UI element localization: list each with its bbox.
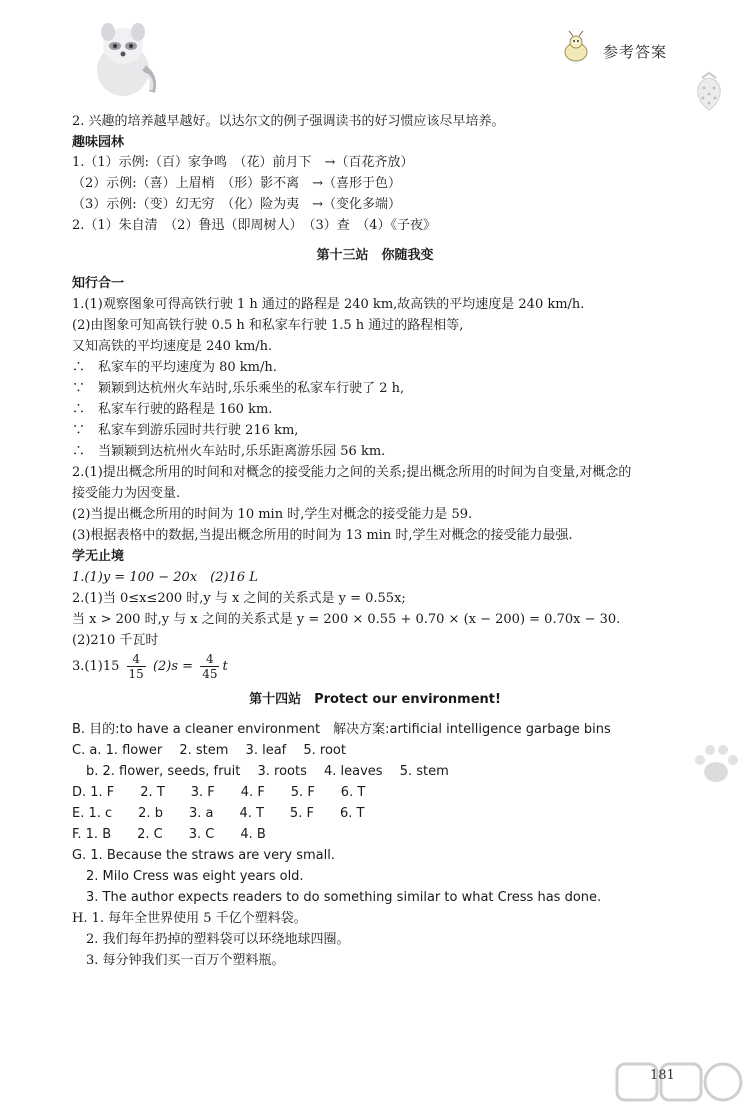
fraction bbox=[200, 652, 219, 681]
strawberry-icon bbox=[690, 70, 728, 112]
answer-line: 1.（1）示例:（百）家争鸣 （花）前月下 →（百花齐放） bbox=[72, 155, 414, 170]
answer-line: 又知高铁的平均速度是 240 km/h. bbox=[72, 339, 273, 354]
section-heading-xuewu: 学无止境 bbox=[72, 549, 125, 564]
answer-line: ∴ 私家车行驶的路程是 160 km. bbox=[72, 402, 273, 417]
section-heading-quwei: 趣味园林 bbox=[72, 135, 125, 150]
answer-line: 2.（1）朱自清 （2）鲁迅（即周树人） （3）查 （4）《子夜》 bbox=[72, 218, 436, 233]
paw-print-icon bbox=[690, 740, 742, 788]
answer-line: B. 目的:to have a cleaner environment 解决方案:artificial intelligence garbage bins bbox=[72, 722, 611, 737]
fraction bbox=[127, 652, 146, 681]
answer-line: （2）示例:（喜）上眉梢 （形）影不离 →（喜形于色） bbox=[72, 176, 402, 191]
page-number: 181 bbox=[650, 1068, 675, 1083]
fraction-numerator: 4 bbox=[127, 652, 146, 667]
answer-line: 2.(1)当 0≤x≤200 时,y 与 x 之间的关系式是 y = 0.55x; bbox=[72, 591, 406, 606]
chapter-title-14: 第十四站 Protect our environment! bbox=[249, 692, 501, 707]
answer-line: 1.(1)y = 100 − 20x (2)16 L bbox=[72, 570, 258, 585]
answer-line: 接受能力为因变量. bbox=[72, 486, 181, 501]
answer-line: (2)由图象可知高铁行驶 0.5 h 和私家车行驶 1.5 h 通过的路程相等, bbox=[72, 318, 464, 333]
answer-line: C. a. 1. flower 2. stem 3. leaf 5. root bbox=[72, 743, 346, 758]
prev-answer-2: 2. 兴趣的培养越早越好。以达尔文的例子强调读书的好习惯应该尽早培养。 bbox=[72, 114, 505, 129]
answer-text: t bbox=[222, 659, 228, 674]
fraction-denominator: 45 bbox=[202, 667, 218, 681]
answer-line: (2)当提出概念所用的时间为 10 min 时,学生对概念的接受能力是 59. bbox=[72, 507, 473, 522]
answer-line: （3）示例:（变）幻无穷 （化）险为夷 →（变化多端） bbox=[72, 197, 402, 212]
raccoon-illustration-icon bbox=[86, 18, 160, 100]
answer-line: 3. 每分钟我们买一百万个塑料瓶。 bbox=[86, 953, 285, 968]
answer-text: (2)s = bbox=[152, 659, 194, 674]
answer-line: 2.(1)提出概念所用的时间和对概念的接受能力之间的关系;提出概念所用的时间为自变量,对概念的 bbox=[72, 465, 632, 480]
answer-line: 2. 我们每年扔掉的塑料袋可以环绕地球四圈。 bbox=[86, 932, 350, 947]
answer-line: 3. The author expects readers to do something similar to what Cress has done. bbox=[86, 890, 602, 905]
answer-line: 2. Milo Cress was eight years old. bbox=[86, 869, 304, 884]
beetle-icon bbox=[560, 30, 592, 64]
header-title: 参考答案 bbox=[603, 43, 668, 61]
answer-line: F. 1. B 2. C 3. C 4. B bbox=[72, 827, 266, 842]
answer-line: 1.(1)观察图象可得高铁行驶 1 h 通过的路程是 240 km,故高铁的平均速度是 240 km/h. bbox=[72, 297, 585, 312]
watermark-logo-icon bbox=[615, 1060, 745, 1106]
fraction-denominator: 15 bbox=[128, 667, 144, 681]
answer-line: ∴ 当颖颖到达杭州火车站时,乐乐距离游乐园 56 km. bbox=[72, 444, 386, 459]
answer-line: ∴ 私家车的平均速度为 80 km/h. bbox=[72, 360, 277, 375]
answer-line: D. 1. F 2. T 3. F 4. F 5. F 6. T bbox=[72, 785, 366, 800]
answer-text: 3.(1)15 bbox=[72, 659, 120, 674]
chapter-title-13: 第十三站 你随我变 bbox=[316, 248, 434, 263]
answer-line: b. 2. flower, seeds, fruit 3. roots 4. leaves 5. stem bbox=[86, 764, 449, 779]
answer-line: ∵ 私家车到游乐园时共行驶 216 km, bbox=[72, 423, 299, 438]
section-heading-zhixing: 知行合一 bbox=[72, 276, 125, 291]
answer-line: H. 1. 每年全世界使用 5 千亿个塑料袋。 bbox=[72, 911, 307, 926]
answer-line: (2)210 千瓦时 bbox=[72, 633, 159, 648]
answer-line-fractions bbox=[72, 652, 228, 682]
answer-line: E. 1. c 2. b 3. a 4. T 5. F 6. T bbox=[72, 806, 365, 821]
answer-line: (3)根据表格中的数据,当提出概念所用的时间为 13 min 时,学生对概念的接受能力最强. bbox=[72, 528, 573, 543]
answer-line: 当 x > 200 时,y 与 x 之间的关系式是 y = 200 × 0.55 + 0.70 × (x − 200) = 0.70x − 30. bbox=[72, 612, 621, 627]
fraction-numerator: 4 bbox=[200, 652, 219, 667]
answer-line: ∵ 颖颖到达杭州火车站时,乐乐乘坐的私家车行驶了 2 h, bbox=[72, 381, 405, 396]
answer-line: G. 1. Because the straws are very small. bbox=[72, 848, 336, 863]
